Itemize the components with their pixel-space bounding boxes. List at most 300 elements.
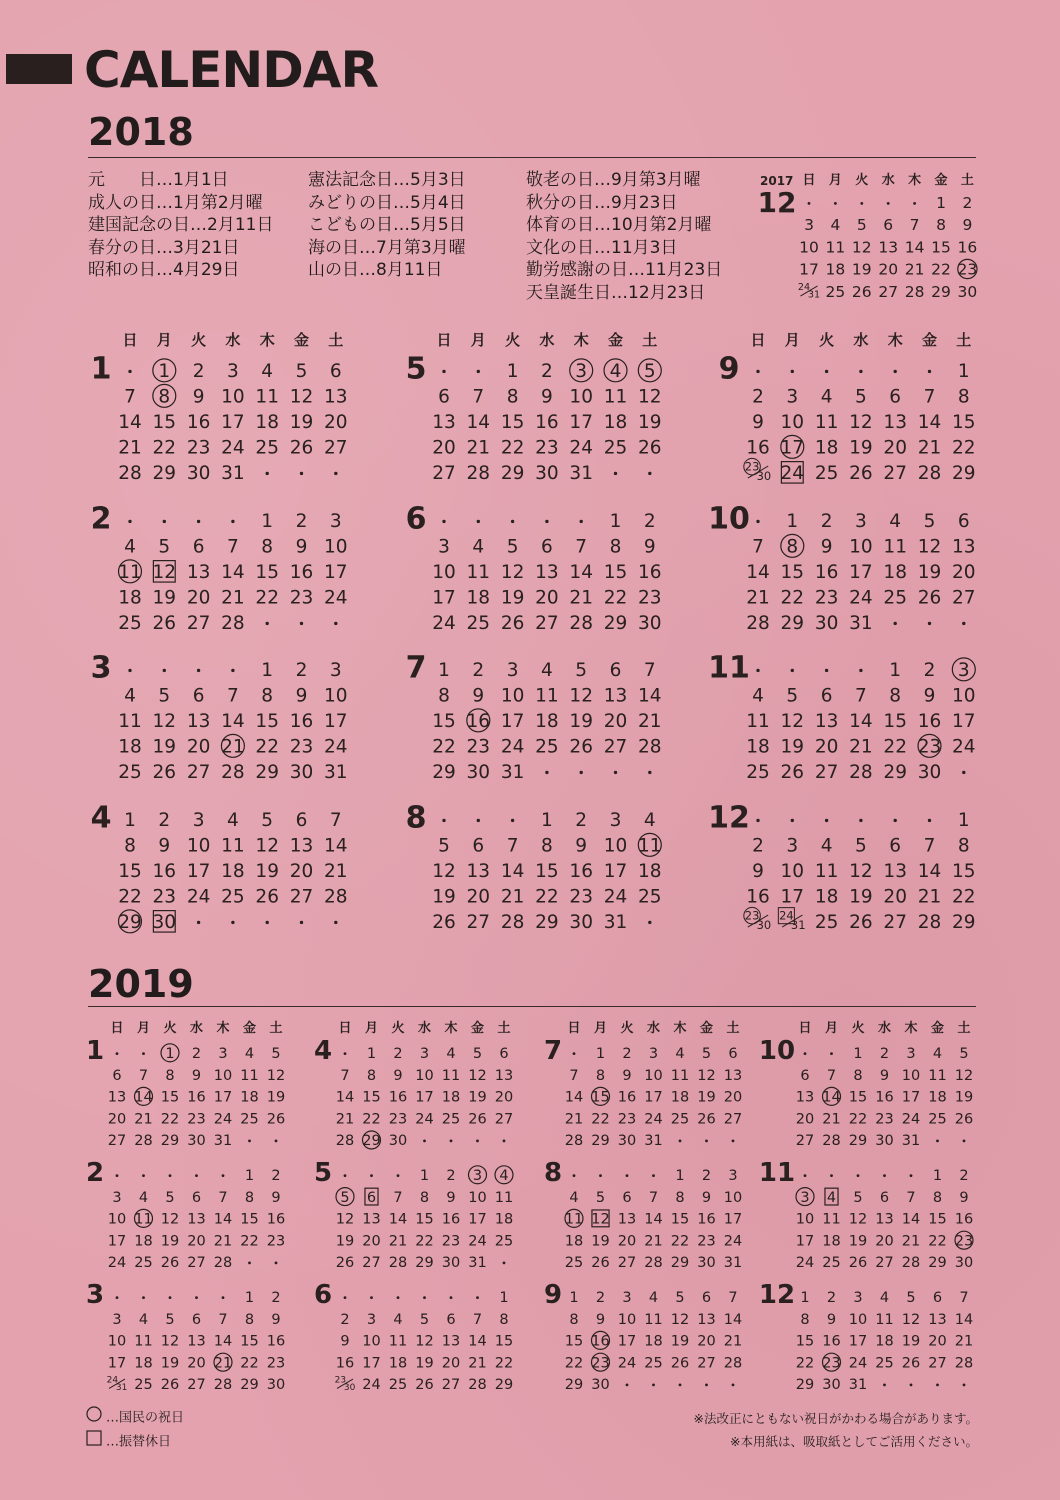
day-number: 4 xyxy=(541,660,553,681)
day-number: 4 xyxy=(261,361,274,382)
day-number: 27 xyxy=(187,1255,206,1272)
empty-day-dot xyxy=(652,1174,655,1177)
weekday-label: 日 xyxy=(567,1021,581,1036)
empty-day-dot xyxy=(128,669,131,672)
day-number: 29 xyxy=(883,762,907,783)
day-number: 8 xyxy=(936,216,946,235)
weekday-label: 火 xyxy=(163,1021,177,1036)
day-number: 3 xyxy=(112,1189,122,1206)
day-number: 19 xyxy=(468,1089,487,1106)
day-number: 5 xyxy=(506,536,519,558)
holiday-entry: 体育の日…10月第2月曜 xyxy=(526,215,712,236)
month-number: 12 xyxy=(758,1280,796,1311)
day-number: 10 xyxy=(500,685,525,707)
day-number: 20 xyxy=(814,736,839,758)
day-number: 20 xyxy=(952,562,976,583)
day-number: 26 xyxy=(255,886,279,908)
day-number: 9 xyxy=(446,1189,456,1206)
day-number: 29 xyxy=(670,1255,690,1272)
day-number: 10 xyxy=(780,412,805,433)
day-number: 2 xyxy=(701,1168,712,1184)
empty-day-dot xyxy=(231,520,234,523)
day-number: 29 xyxy=(152,463,177,484)
day-number: 20 xyxy=(723,1089,743,1106)
weekday-label: 日 xyxy=(110,1021,124,1036)
day-number: 3 xyxy=(575,361,588,382)
day-number: 23 xyxy=(466,736,491,758)
day-number: 24 xyxy=(797,281,811,293)
day-number: 27 xyxy=(814,762,839,783)
day-number: 3 xyxy=(855,511,867,532)
day-number: 14 xyxy=(468,1333,487,1350)
day-number: 7 xyxy=(340,1067,350,1084)
day-number: 27 xyxy=(697,1355,716,1372)
day-number: 19 xyxy=(160,1355,180,1372)
month-number: 1 xyxy=(85,1036,105,1067)
empty-day-dot xyxy=(275,1139,278,1142)
holiday-entry: 成人の日…1月第2月曜 xyxy=(88,192,263,213)
day-number: 18 xyxy=(240,1089,259,1106)
day-number: 28 xyxy=(221,762,245,783)
day-number: 21 xyxy=(901,1233,921,1250)
weekday-label: 火 xyxy=(391,1021,405,1036)
day-number: 18 xyxy=(118,736,142,758)
legend-substitute xyxy=(86,1430,171,1454)
day-number: 21 xyxy=(638,711,662,732)
day-number: 9 xyxy=(472,685,485,707)
day-number: 16 xyxy=(875,1089,894,1106)
day-number: 16 xyxy=(388,1089,408,1106)
day-number: 6 xyxy=(800,1067,810,1084)
day-number: 22 xyxy=(928,1233,947,1250)
day-number: 14 xyxy=(723,1311,743,1328)
day-number: 25 xyxy=(638,886,662,908)
day-number: 14 xyxy=(221,711,245,732)
day-number: 16 xyxy=(266,1333,286,1350)
day-number: 29 xyxy=(928,1255,947,1272)
day-number: 13 xyxy=(697,1311,716,1328)
day-number: 22 xyxy=(952,886,976,908)
day-number: 6 xyxy=(192,685,205,707)
weekday-label: 水 xyxy=(417,1021,432,1036)
day-number: 24 xyxy=(213,1111,233,1128)
empty-day-dot xyxy=(450,1139,453,1142)
day-number: 21 xyxy=(134,1111,153,1128)
month-number: 2 xyxy=(90,501,112,537)
day-number: 25 xyxy=(441,1111,461,1128)
empty-day-dot xyxy=(910,1174,913,1177)
weekday-label: 月 xyxy=(593,1021,608,1036)
day-number: 25 xyxy=(883,587,907,609)
day-number: 14 xyxy=(564,1089,584,1106)
mini-weekday-label: 火 xyxy=(855,173,869,188)
mini-month-number: 12 xyxy=(757,186,797,219)
day-number: 2 xyxy=(622,1046,632,1062)
day-number: 28 xyxy=(849,762,873,783)
day-number: 30 xyxy=(756,468,772,483)
day-number: 9 xyxy=(701,1189,712,1206)
day-number: 9 xyxy=(962,216,973,235)
weekday-label: 金 xyxy=(921,331,938,349)
day-number: 26 xyxy=(152,762,177,783)
day-number: 24 xyxy=(848,1355,868,1372)
day-number: 19 xyxy=(848,1233,868,1250)
day-number: 18 xyxy=(466,587,491,609)
day-number: 2 xyxy=(271,1168,281,1184)
day-number: 27 xyxy=(878,282,899,301)
day-number: 13 xyxy=(952,536,976,558)
day-number: 1 xyxy=(506,361,519,382)
empty-day-dot xyxy=(142,1174,145,1177)
day-number: 10 xyxy=(603,835,628,857)
day-number: 8 xyxy=(957,835,970,857)
day-number: 5 xyxy=(855,835,867,857)
day-number: 16 xyxy=(746,886,770,908)
day-number: 16 xyxy=(187,1089,206,1106)
day-number: 15 xyxy=(362,1089,381,1106)
square-icon xyxy=(86,1430,102,1454)
day-number: 7 xyxy=(923,386,936,408)
empty-day-dot xyxy=(334,622,337,625)
day-number: 5 xyxy=(701,1046,712,1062)
day-number: 27 xyxy=(186,613,211,634)
day-number: 19 xyxy=(255,861,279,882)
empty-day-dot xyxy=(477,520,480,523)
day-number: 9 xyxy=(643,536,656,558)
weekday-label: 月 xyxy=(784,331,800,349)
empty-day-dot xyxy=(791,370,794,373)
day-number: 13 xyxy=(466,861,491,882)
day-number: 8 xyxy=(889,685,902,707)
day-number: 26 xyxy=(432,912,456,933)
weekday-label: 日 xyxy=(122,331,138,349)
day-number: 12 xyxy=(152,711,177,732)
day-number: 4 xyxy=(889,511,902,532)
empty-day-dot xyxy=(804,1174,807,1177)
day-number: 21 xyxy=(569,587,593,609)
day-number: 29 xyxy=(603,613,628,634)
day-number: 21 xyxy=(468,1355,487,1372)
holiday-entry: 春分の日…3月21日 xyxy=(88,237,240,258)
weekday-label: 土 xyxy=(497,1021,511,1036)
day-number: 17 xyxy=(186,861,211,882)
circle-icon xyxy=(86,1406,102,1430)
day-number: 16 xyxy=(466,711,491,732)
weekday-label: 月 xyxy=(470,331,486,349)
day-number: 27 xyxy=(187,1377,206,1394)
day-number: 1 xyxy=(889,660,902,681)
day-number: 19 xyxy=(917,562,942,583)
day-number: 1 xyxy=(158,361,171,382)
day-number: 23 xyxy=(744,459,760,474)
day-number: 23 xyxy=(388,1111,408,1128)
day-number: 17 xyxy=(795,1233,815,1250)
day-number: 4 xyxy=(446,1046,456,1062)
day-number: 29 xyxy=(952,463,976,484)
day-number: 12 xyxy=(780,711,805,732)
empty-day-dot xyxy=(808,202,811,205)
day-number: 18 xyxy=(221,861,245,882)
weekday-label: 土 xyxy=(642,331,658,349)
month-number: 6 xyxy=(405,501,427,537)
day-number: 20 xyxy=(697,1333,716,1350)
day-number: 5 xyxy=(165,1311,175,1328)
empty-day-dot xyxy=(648,771,651,774)
day-number: 18 xyxy=(638,861,662,882)
day-number: 21 xyxy=(388,1233,408,1250)
day-number: 14 xyxy=(904,238,925,257)
day-number: 26 xyxy=(415,1377,434,1394)
day-number: 8 xyxy=(675,1189,685,1206)
empty-day-dot xyxy=(756,520,759,523)
day-number: 9 xyxy=(295,685,308,707)
day-number: 1 xyxy=(366,1046,377,1062)
day-number: 13 xyxy=(814,711,839,732)
day-number: 24 xyxy=(952,736,976,758)
day-number: 12 xyxy=(917,536,942,558)
day-number: 15 xyxy=(415,1211,434,1228)
day-number: 28 xyxy=(644,1255,663,1272)
weekday-label: 金 xyxy=(699,1021,714,1036)
day-number: 28 xyxy=(917,912,942,933)
day-number: 22 xyxy=(494,1355,514,1372)
day-number: 21 xyxy=(564,1111,584,1128)
day-number: 3 xyxy=(112,1311,122,1328)
empty-day-dot xyxy=(936,1139,939,1142)
empty-day-dot xyxy=(834,202,837,205)
day-number: 25 xyxy=(603,437,628,459)
day-number: 31 xyxy=(569,463,593,484)
day-number: 27 xyxy=(494,1111,514,1128)
day-number: 25 xyxy=(466,613,491,634)
day-number: 9 xyxy=(752,412,764,433)
day-number: 25 xyxy=(134,1255,153,1272)
day-number: 11 xyxy=(134,1211,153,1228)
day-number: 22 xyxy=(780,587,805,609)
day-number: 7 xyxy=(906,1189,916,1206)
month-number: 11 xyxy=(758,1158,796,1189)
day-number: 23 xyxy=(957,260,978,279)
weekday-label: 日 xyxy=(436,331,452,349)
empty-day-dot xyxy=(442,520,445,523)
day-number: 12 xyxy=(432,861,456,882)
day-number: 13 xyxy=(494,1067,514,1084)
day-number: 9 xyxy=(826,1311,837,1328)
day-number: 15 xyxy=(952,412,976,433)
day-number: 16 xyxy=(957,238,978,257)
day-number: 22 xyxy=(500,437,525,459)
day-number: 23 xyxy=(638,587,662,609)
day-number: 3 xyxy=(804,216,814,235)
day-number: 29 xyxy=(591,1133,610,1150)
day-number: 28 xyxy=(723,1355,743,1372)
mini-weekday-label: 水 xyxy=(881,173,895,188)
day-number: 19 xyxy=(638,412,662,433)
day-number: 11 xyxy=(466,562,491,583)
day-number: 8 xyxy=(124,835,136,857)
day-number: 30 xyxy=(591,1377,610,1394)
day-number: 13 xyxy=(535,562,559,583)
day-number: 25 xyxy=(494,1233,514,1250)
day-number: 30 xyxy=(638,613,662,634)
day-number: 22 xyxy=(535,886,559,908)
day-number: 8 xyxy=(261,536,274,558)
day-number: 1 xyxy=(124,810,136,831)
empty-day-dot xyxy=(300,472,303,475)
day-number: 16 xyxy=(289,711,314,732)
day-number: 31 xyxy=(468,1255,487,1272)
day-number: 29 xyxy=(240,1377,259,1394)
day-number: 3 xyxy=(218,1046,228,1062)
day-number: 4 xyxy=(826,1189,837,1206)
empty-day-dot xyxy=(248,1139,251,1142)
day-number: 15 xyxy=(780,562,805,583)
day-number: 11 xyxy=(221,835,245,857)
day-number: 23 xyxy=(617,1111,637,1128)
day-number: 4 xyxy=(124,685,136,707)
day-number: 25 xyxy=(928,1111,947,1128)
day-number: 6 xyxy=(889,835,902,857)
day-number: 21 xyxy=(904,260,925,279)
day-number: 14 xyxy=(917,412,942,433)
day-number: 25 xyxy=(825,282,846,301)
day-number: 16 xyxy=(591,1333,610,1350)
empty-day-dot xyxy=(300,622,303,625)
day-number: 10 xyxy=(617,1311,637,1328)
day-number: 11 xyxy=(644,1311,663,1328)
day-number: 7 xyxy=(855,685,867,707)
day-number: 18 xyxy=(644,1333,663,1350)
day-number: 17 xyxy=(415,1089,434,1106)
empty-day-dot xyxy=(963,1139,966,1142)
day-number: 6 xyxy=(438,386,450,408)
holiday-entry: みどりの日…5月4日 xyxy=(308,192,466,213)
day-number: 1 xyxy=(569,1290,579,1306)
day-number: 9 xyxy=(191,1067,202,1084)
empty-day-dot xyxy=(163,669,166,672)
day-number: 3 xyxy=(506,660,519,681)
day-number: 20 xyxy=(289,861,314,882)
day-number: 12 xyxy=(638,386,662,408)
empty-day-dot xyxy=(116,1174,119,1177)
empty-day-dot xyxy=(477,370,480,373)
day-number: 20 xyxy=(187,1355,206,1372)
empty-day-dot xyxy=(928,622,931,625)
weekday-label: 日 xyxy=(338,1021,352,1036)
day-number: 30 xyxy=(266,1377,286,1394)
day-number: 2 xyxy=(752,386,764,408)
empty-day-dot xyxy=(626,1383,629,1386)
day-number: 20 xyxy=(107,1111,127,1128)
day-number: 31 xyxy=(849,613,873,634)
day-number: 31 xyxy=(790,917,806,932)
empty-day-dot xyxy=(913,202,916,205)
day-number: 17 xyxy=(799,260,819,279)
day-number: 31 xyxy=(723,1255,743,1272)
day-number: 15 xyxy=(564,1333,584,1350)
day-number: 9 xyxy=(541,386,553,408)
month-number: 10 xyxy=(758,1036,796,1067)
weekday-label: 土 xyxy=(956,331,972,349)
month-number: 12 xyxy=(708,800,750,836)
day-number: 17 xyxy=(617,1333,637,1350)
day-number: 23 xyxy=(822,1355,841,1372)
day-number: 16 xyxy=(638,562,662,583)
day-number: 23 xyxy=(591,1355,610,1372)
day-number: 8 xyxy=(158,386,171,408)
empty-day-dot xyxy=(791,669,794,672)
day-number: 3 xyxy=(609,810,622,831)
holiday-entry: 敬老の日…9月第3月曜 xyxy=(526,170,701,190)
day-number: 21 xyxy=(213,1355,233,1372)
day-number: 24 xyxy=(644,1111,663,1128)
empty-day-dot xyxy=(756,819,759,822)
weekday-label: 金 xyxy=(293,331,310,349)
empty-day-dot xyxy=(442,819,445,822)
day-number: 16 xyxy=(746,437,770,459)
day-number: 23 xyxy=(535,437,559,459)
weekday-label: 木 xyxy=(259,331,275,349)
empty-day-dot xyxy=(825,819,828,822)
empty-day-dot xyxy=(266,921,269,924)
day-number: 27 xyxy=(107,1133,127,1150)
day-number: 28 xyxy=(468,1377,487,1394)
day-number: 9 xyxy=(271,1311,281,1328)
day-number: 14 xyxy=(954,1311,974,1328)
day-number: 20 xyxy=(466,886,491,908)
empty-day-dot xyxy=(128,520,131,523)
day-number: 22 xyxy=(255,736,279,758)
day-number: 3 xyxy=(472,1168,483,1184)
day-number: 18 xyxy=(388,1355,408,1372)
day-number: 10 xyxy=(186,835,211,857)
day-number: 21 xyxy=(723,1333,743,1350)
day-number: 27 xyxy=(795,1133,815,1150)
day-number: 15 xyxy=(494,1333,514,1350)
holiday-entry: 文化の日…11月3日 xyxy=(526,237,678,258)
day-number: 5 xyxy=(855,386,867,408)
day-number: 10 xyxy=(107,1211,127,1228)
day-number: 14 xyxy=(644,1211,663,1228)
empty-day-dot xyxy=(197,669,200,672)
empty-day-dot xyxy=(573,1052,576,1055)
day-number: 11 xyxy=(638,835,662,857)
day-number: 24 xyxy=(901,1111,921,1128)
day-number: 7 xyxy=(909,216,920,235)
empty-day-dot xyxy=(894,622,897,625)
day-number: 13 xyxy=(187,1333,206,1350)
day-number: 4 xyxy=(227,810,239,831)
empty-day-dot xyxy=(705,1139,708,1142)
day-number: 28 xyxy=(213,1255,233,1272)
empty-day-dot xyxy=(476,1139,479,1142)
holiday-entry: 山の日…8月11日 xyxy=(308,260,443,281)
day-number: 30 xyxy=(822,1377,841,1394)
day-number: 6 xyxy=(728,1046,738,1062)
month-number: 3 xyxy=(90,650,112,686)
day-number: 26 xyxy=(780,762,805,783)
day-number: 8 xyxy=(244,1189,255,1206)
day-number: 4 xyxy=(393,1311,403,1328)
day-number: 11 xyxy=(814,861,839,882)
weekday-label: 木 xyxy=(887,331,903,349)
day-number: 8 xyxy=(366,1067,377,1084)
day-number: 18 xyxy=(255,412,279,433)
day-number: 11 xyxy=(746,711,770,732)
day-number: 31 xyxy=(213,1133,233,1150)
day-number: 21 xyxy=(849,736,873,758)
day-number: 29 xyxy=(795,1377,815,1394)
